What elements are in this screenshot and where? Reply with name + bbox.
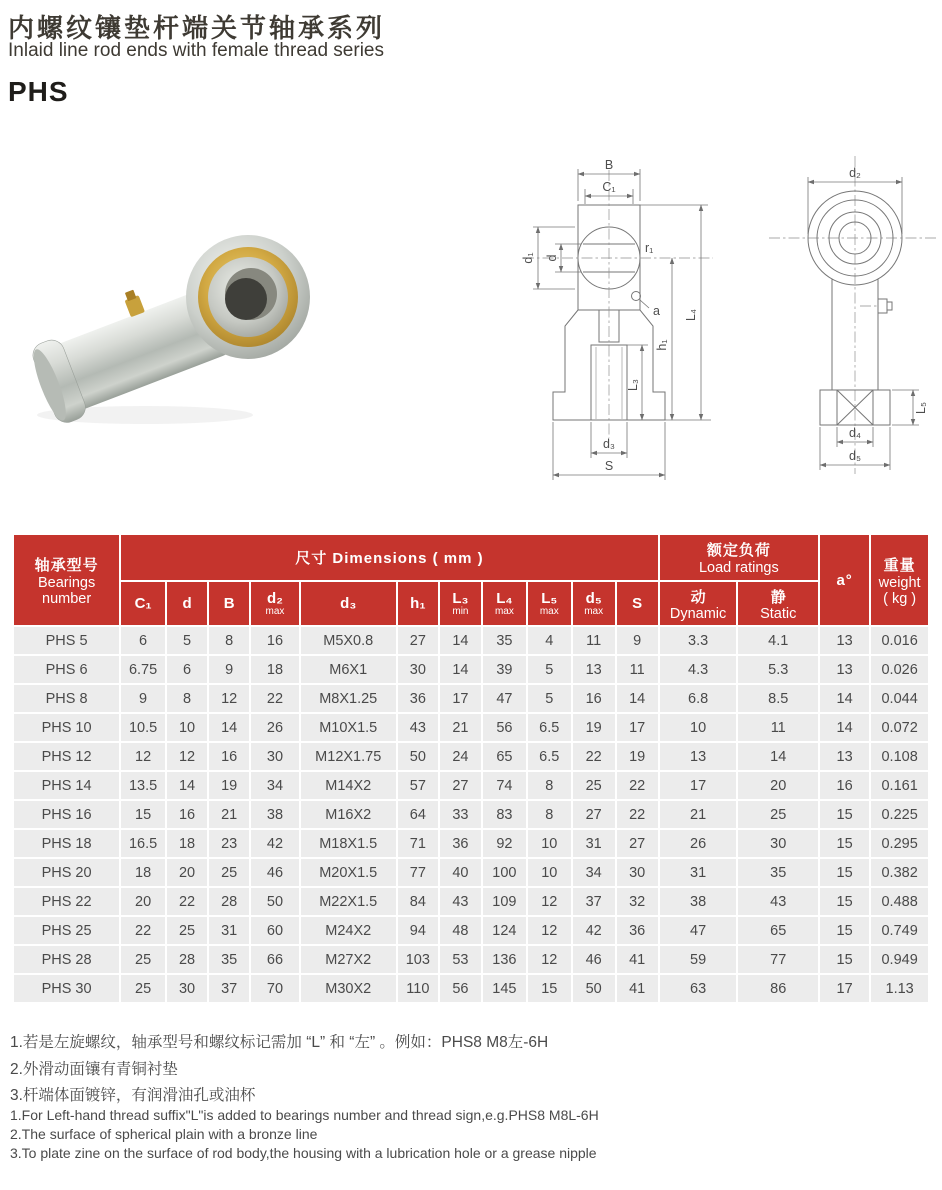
value-cell: 37 [572, 887, 616, 916]
value-cell: 15 [527, 974, 572, 1003]
value-cell: 25 [120, 945, 166, 974]
value-cell: 22 [166, 887, 208, 916]
value-cell: 13 [819, 655, 870, 684]
group-header-dimensions [120, 534, 659, 581]
value-cell: 15 [819, 945, 870, 974]
dim-label-d2: d₂ [849, 166, 861, 180]
weight-header-unit: ( kg ) [883, 590, 917, 607]
dim-label-d1: d₁ [521, 252, 535, 264]
dim-label-d3: d₃ [602, 437, 616, 451]
table-row [13, 684, 929, 713]
value-cell: 53 [439, 945, 482, 974]
value-cell: 4.1 [737, 626, 819, 655]
bearing-head [186, 235, 310, 359]
value-cell: 15 [819, 916, 870, 945]
value-cell: 94 [397, 916, 439, 945]
value-cell: 0.488 [870, 887, 929, 916]
value-cell: 124 [482, 916, 527, 945]
value-cell: 27 [397, 626, 439, 655]
value-cell: 0.295 [870, 829, 929, 858]
load-header-en: Load ratings [698, 560, 779, 576]
dim-label-S: S [604, 459, 614, 473]
value-cell: 65 [482, 742, 527, 771]
table-row [13, 858, 929, 887]
value-cell: 43 [737, 887, 819, 916]
column-header-d2: d₂ max [250, 581, 299, 626]
value-cell: 63 [659, 974, 738, 1003]
value-cell: 0.072 [870, 713, 929, 742]
rod-end-bearing-photo [15, 225, 315, 430]
dim-label-B: B [604, 158, 614, 172]
value-cell: M6X1 [300, 655, 397, 684]
column-header-d5: d₅ max [572, 581, 616, 626]
value-cell: 8.5 [737, 684, 819, 713]
value-cell: 10 [659, 713, 738, 742]
value-cell: 60 [250, 916, 299, 945]
bearing-number-cell: PHS 25 [13, 916, 120, 945]
value-cell: 16 [250, 626, 299, 655]
dim-label-L3: L₃ [626, 378, 640, 392]
value-cell: 15 [819, 887, 870, 916]
value-cell: 50 [397, 742, 439, 771]
specification-table [12, 533, 930, 1004]
table-row [13, 829, 929, 858]
value-cell: 22 [572, 742, 616, 771]
bearing-number-cell: PHS 16 [13, 800, 120, 829]
bearing-number-cell: PHS 10 [13, 713, 120, 742]
value-cell: 14 [208, 713, 250, 742]
value-cell: M12X1.75 [300, 742, 397, 771]
value-cell: 92 [482, 829, 527, 858]
value-cell: 0.108 [870, 742, 929, 771]
value-cell: 43 [439, 887, 482, 916]
bearing-number-cell: PHS 22 [13, 887, 120, 916]
value-cell: 0.016 [870, 626, 929, 655]
value-cell: 20 [120, 887, 166, 916]
value-cell: 10 [166, 713, 208, 742]
value-cell: 21 [208, 800, 250, 829]
value-cell: 22 [616, 771, 659, 800]
sub-header-row [13, 581, 929, 626]
dim-label-d: d [545, 254, 559, 262]
value-cell: 15 [819, 800, 870, 829]
value-cell: 25 [166, 916, 208, 945]
value-cell: 25 [120, 974, 166, 1003]
table-row [13, 713, 929, 742]
value-cell: 19 [616, 742, 659, 771]
table-row [13, 655, 929, 684]
value-cell: 12 [166, 742, 208, 771]
value-cell: 26 [250, 713, 299, 742]
value-cell: 56 [482, 713, 527, 742]
value-cell: 71 [397, 829, 439, 858]
bearing-number-cell: PHS 8 [13, 684, 120, 713]
value-cell: 38 [250, 800, 299, 829]
grease-nipple-glyph [878, 299, 887, 313]
value-cell: 19 [572, 713, 616, 742]
note-line: 2.The surface of spherical plain with a bronze line [10, 1126, 318, 1142]
value-cell: 14 [819, 684, 870, 713]
value-cell: 6 [166, 655, 208, 684]
value-cell: M10X1.5 [300, 713, 397, 742]
value-cell: 17 [659, 771, 738, 800]
column-header-d: d [166, 581, 208, 626]
value-cell: 14 [439, 626, 482, 655]
value-cell: 8 [166, 684, 208, 713]
value-cell: 30 [616, 858, 659, 887]
value-cell: 22 [250, 684, 299, 713]
bearings-header-zh: 轴承型号 [34, 556, 99, 574]
value-cell: 100 [482, 858, 527, 887]
value-cell: 12 [527, 945, 572, 974]
value-cell: 0.949 [870, 945, 929, 974]
value-cell: 20 [166, 858, 208, 887]
value-cell: 9 [208, 655, 250, 684]
load-header-zh: 额定负荷 [706, 542, 771, 559]
value-cell: 38 [659, 887, 738, 916]
value-cell: 83 [482, 800, 527, 829]
value-cell: M22X1.5 [300, 887, 397, 916]
value-cell: 4.3 [659, 655, 738, 684]
value-cell: 0.044 [870, 684, 929, 713]
dim-label-C1: C₁ [602, 180, 616, 194]
value-cell: 41 [616, 945, 659, 974]
table-row [13, 945, 929, 974]
value-cell: 8 [527, 800, 572, 829]
value-cell: 42 [250, 829, 299, 858]
value-cell: 11 [572, 626, 616, 655]
value-cell: 19 [208, 771, 250, 800]
value-cell: M16X2 [300, 800, 397, 829]
value-cell: 12 [208, 684, 250, 713]
value-cell: 13 [659, 742, 738, 771]
value-cell: 39 [482, 655, 527, 684]
value-cell: M27X2 [300, 945, 397, 974]
angle-header: a° [836, 571, 853, 589]
value-cell: 35 [208, 945, 250, 974]
value-cell: 42 [572, 916, 616, 945]
value-cell: 6.8 [659, 684, 738, 713]
value-cell: 36 [397, 684, 439, 713]
value-cell: 22 [120, 916, 166, 945]
value-cell: M30X2 [300, 974, 397, 1003]
page-title-en: Inlaid line rod ends with female thread series [8, 40, 384, 61]
value-cell: 18 [120, 858, 166, 887]
column-header-C1: C₁ [120, 581, 166, 626]
value-cell: 13 [819, 742, 870, 771]
value-cell: 27 [439, 771, 482, 800]
notes-chinese [10, 1030, 548, 1110]
bearing-number-cell: PHS 28 [13, 945, 120, 974]
value-cell: 77 [397, 858, 439, 887]
value-cell: 14 [439, 655, 482, 684]
value-cell: 70 [250, 974, 299, 1003]
value-cell: 9 [120, 684, 166, 713]
value-cell: 57 [397, 771, 439, 800]
bearing-number-cell: PHS 18 [13, 829, 120, 858]
weight-header-zh: 重量 [883, 556, 916, 574]
front-section-drawing [495, 140, 740, 485]
value-cell: 0.749 [870, 916, 929, 945]
value-cell: 17 [439, 684, 482, 713]
value-cell: 23 [208, 829, 250, 858]
value-cell: 56 [439, 974, 482, 1003]
column-header-B: B [208, 581, 250, 626]
side-view-drawing [765, 150, 942, 480]
value-cell: 14 [616, 684, 659, 713]
value-cell: 22 [616, 800, 659, 829]
value-cell: 16 [819, 771, 870, 800]
value-cell: M5X0.8 [300, 626, 397, 655]
table-row [13, 916, 929, 945]
value-cell: 0.026 [870, 655, 929, 684]
column-header-angle [819, 534, 870, 626]
value-cell: 25 [572, 771, 616, 800]
dim-label-d4: d₄ [848, 426, 862, 440]
notes-english [10, 1106, 599, 1163]
bearing-number-cell: PHS 5 [13, 626, 120, 655]
value-cell: 4 [527, 626, 572, 655]
value-cell: 18 [166, 829, 208, 858]
value-cell: 11 [616, 655, 659, 684]
value-cell: 13 [572, 655, 616, 684]
value-cell: 34 [572, 858, 616, 887]
value-cell: 15 [819, 858, 870, 887]
value-cell: 14 [819, 713, 870, 742]
value-cell: M20X1.5 [300, 858, 397, 887]
value-cell: 14 [166, 771, 208, 800]
value-cell: 5 [166, 626, 208, 655]
value-cell: 13.5 [120, 771, 166, 800]
note-line: 1.For Left-hand thread suffix"L"is added to bearings number and thread sign,e.g.PHS8 M8L-6H [10, 1107, 599, 1123]
value-cell: 15 [120, 800, 166, 829]
dimensions-header: 尺寸 Dimensions ( mm ) [295, 550, 484, 567]
value-cell: 59 [659, 945, 738, 974]
value-cell: 15 [819, 829, 870, 858]
note-line: 3.To plate zine on the surface of rod body,the housing with a lubrication hole or a grease nipple [10, 1145, 597, 1161]
value-cell: 64 [397, 800, 439, 829]
value-cell: 17 [819, 974, 870, 1003]
value-cell: 12 [527, 916, 572, 945]
value-cell: 28 [166, 945, 208, 974]
value-cell: 27 [616, 829, 659, 858]
value-cell: 12 [120, 742, 166, 771]
value-cell: 5.3 [737, 655, 819, 684]
table-body [13, 626, 929, 1003]
value-cell: 34 [250, 771, 299, 800]
value-cell: M14X2 [300, 771, 397, 800]
value-cell: 77 [737, 945, 819, 974]
value-cell: 8 [208, 626, 250, 655]
table-row [13, 974, 929, 1003]
column-header-h1: h₁ [397, 581, 439, 626]
value-cell: 31 [659, 858, 738, 887]
value-cell: 6.5 [527, 742, 572, 771]
value-cell: 18 [250, 655, 299, 684]
value-cell: 32 [616, 887, 659, 916]
value-cell: 35 [482, 626, 527, 655]
value-cell: 16 [166, 800, 208, 829]
value-cell: 0.225 [870, 800, 929, 829]
value-cell: 30 [397, 655, 439, 684]
value-cell: 86 [737, 974, 819, 1003]
value-cell: 47 [659, 916, 738, 945]
grease-fitting-glyph [632, 292, 641, 301]
note-line: 1.若是左旋螺纹，轴承型号和螺纹标记需加 “L” 和 “左” 。例如：PHS8 M8左-6H [10, 1034, 549, 1051]
value-cell: 10.5 [120, 713, 166, 742]
value-cell: 17 [616, 713, 659, 742]
value-cell: 37 [208, 974, 250, 1003]
dim-label-r1: r₁ [645, 241, 654, 255]
column-header-L5: L₅ max [527, 581, 572, 626]
value-cell: 16 [572, 684, 616, 713]
dim-label-a: a [653, 304, 660, 318]
column-header-L4: L₄ max [482, 581, 527, 626]
value-cell: 1.13 [870, 974, 929, 1003]
value-cell: 21 [439, 713, 482, 742]
column-header-S: S [616, 581, 659, 626]
value-cell: 20 [737, 771, 819, 800]
page-title-zh: 内螺纹镶垫杆端关节轴承系列 [8, 13, 386, 43]
table-row [13, 887, 929, 916]
value-cell: 40 [439, 858, 482, 887]
value-cell: 109 [482, 887, 527, 916]
bearing-number-cell: PHS 6 [13, 655, 120, 684]
value-cell: 84 [397, 887, 439, 916]
value-cell: 11 [737, 713, 819, 742]
dim-label-L5: L₅ [914, 402, 928, 414]
value-cell: 31 [572, 829, 616, 858]
value-cell: 25 [208, 858, 250, 887]
value-cell: 14 [737, 742, 819, 771]
note-line: 3.杆端体面镀锌，有润滑油孔或油杯 [10, 1087, 256, 1104]
value-cell: 24 [439, 742, 482, 771]
value-cell: 3.3 [659, 626, 738, 655]
value-cell: 8 [527, 771, 572, 800]
value-cell: 13 [819, 626, 870, 655]
value-cell: 74 [482, 771, 527, 800]
bearing-number-cell: PHS 14 [13, 771, 120, 800]
table-row [13, 771, 929, 800]
value-cell: 66 [250, 945, 299, 974]
value-cell: 30 [250, 742, 299, 771]
value-cell: 35 [737, 858, 819, 887]
value-cell: 21 [659, 800, 738, 829]
note-line: 2.外滑动面镶有青铜衬垫 [10, 1060, 178, 1078]
value-cell: M18X1.5 [300, 829, 397, 858]
value-cell: 30 [737, 829, 819, 858]
value-cell: 48 [439, 916, 482, 945]
value-cell: 0.161 [870, 771, 929, 800]
column-header-bearings-number [13, 534, 120, 626]
series-code: PHS [8, 76, 69, 107]
value-cell: 16 [208, 742, 250, 771]
value-cell: 10 [527, 858, 572, 887]
dim-label-h1: h₁ [655, 339, 669, 351]
value-cell: 10 [527, 829, 572, 858]
value-cell: 6.75 [120, 655, 166, 684]
bearing-number-cell: PHS 30 [13, 974, 120, 1003]
value-cell: 47 [482, 684, 527, 713]
dim-label-d5: d₅ [849, 449, 861, 463]
bearing-number-cell: PHS 20 [13, 858, 120, 887]
bearing-number-cell: PHS 12 [13, 742, 120, 771]
value-cell: 136 [482, 945, 527, 974]
column-header-L3: L₃ min [439, 581, 482, 626]
value-cell: 33 [439, 800, 482, 829]
table-row [13, 800, 929, 829]
value-cell: 0.382 [870, 858, 929, 887]
value-cell: 145 [482, 974, 527, 1003]
value-cell: 12 [527, 887, 572, 916]
column-header-weight [870, 534, 929, 626]
value-cell: 46 [572, 945, 616, 974]
value-cell: 50 [250, 887, 299, 916]
value-cell: 5 [527, 684, 572, 713]
value-cell: 43 [397, 713, 439, 742]
weight-header-en: weight [878, 574, 921, 591]
value-cell: 41 [616, 974, 659, 1003]
value-cell: 30 [166, 974, 208, 1003]
value-cell: 103 [397, 945, 439, 974]
group-header-load-ratings [659, 534, 819, 581]
value-cell: 26 [659, 829, 738, 858]
dim-label-L4: L₄ [684, 308, 698, 322]
value-cell: 27 [572, 800, 616, 829]
value-cell: 50 [572, 974, 616, 1003]
value-cell: 16.5 [120, 829, 166, 858]
column-header-dynamic: 动 Dynamic [659, 581, 738, 626]
value-cell: 28 [208, 887, 250, 916]
table-row [13, 742, 929, 771]
value-cell: 5 [527, 655, 572, 684]
value-cell: M8X1.25 [300, 684, 397, 713]
value-cell: 65 [737, 916, 819, 945]
value-cell: 6.5 [527, 713, 572, 742]
value-cell: 36 [439, 829, 482, 858]
value-cell: 110 [397, 974, 439, 1003]
value-cell: 25 [737, 800, 819, 829]
column-header-d3: d₃ [300, 581, 397, 626]
value-cell: M24X2 [300, 916, 397, 945]
value-cell: 9 [616, 626, 659, 655]
column-header-static: 静 Static [737, 581, 819, 626]
value-cell: 6 [120, 626, 166, 655]
bearings-header-en: Bearings number [37, 574, 96, 607]
value-cell: 36 [616, 916, 659, 945]
table-row [13, 626, 929, 655]
value-cell: 31 [208, 916, 250, 945]
value-cell: 46 [250, 858, 299, 887]
